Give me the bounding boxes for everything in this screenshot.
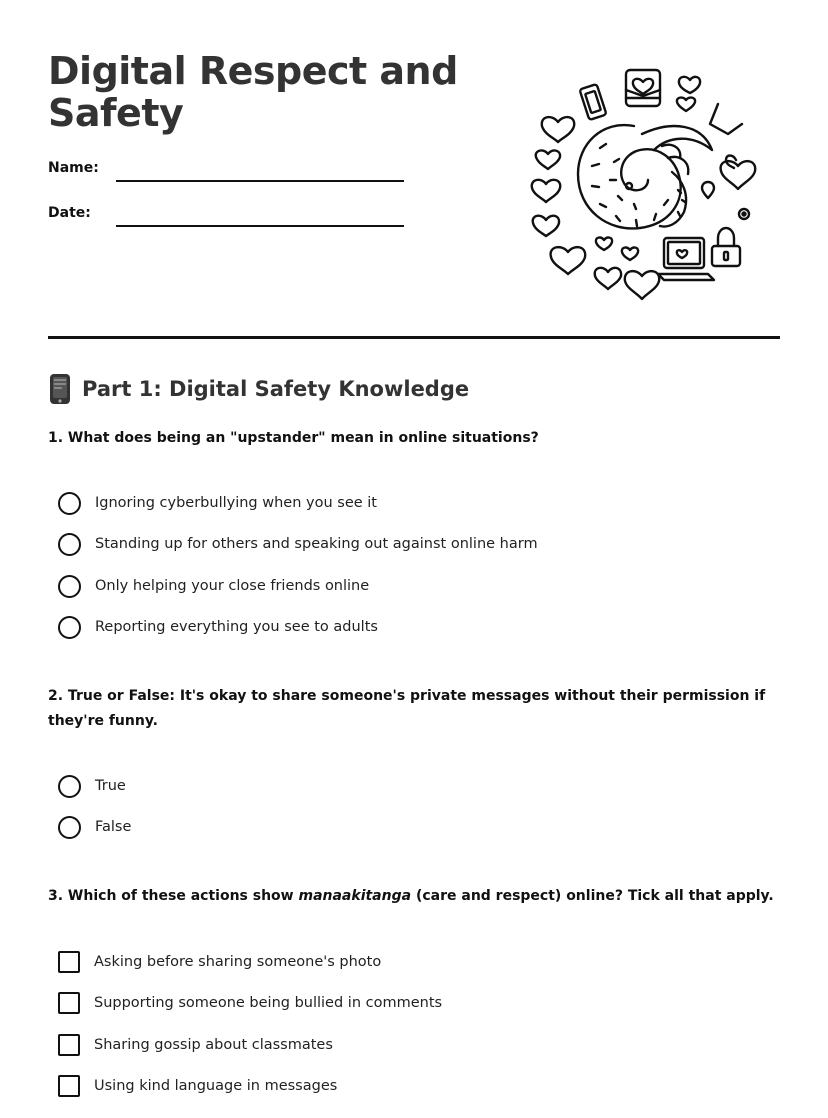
radio-button[interactable]: [58, 775, 81, 798]
date-field[interactable]: [116, 225, 404, 227]
radio-button[interactable]: [58, 533, 81, 556]
option-label: Asking before sharing someone's photo: [94, 954, 382, 970]
q1-option-4[interactable]: [58, 615, 378, 639]
question-3: [48, 884, 778, 909]
q3-option-4[interactable]: [58, 1074, 337, 1098]
option-label: Supporting someone being bullied in comments: [94, 995, 443, 1011]
q3-option-2[interactable]: [58, 991, 442, 1015]
radio-button[interactable]: [58, 616, 81, 639]
option-label: True: [95, 778, 126, 794]
radio-button[interactable]: [58, 816, 81, 839]
section-divider: [48, 336, 780, 339]
checkbox[interactable]: [58, 951, 80, 973]
question-3-text-start: 3. Which of these actions show: [48, 888, 299, 904]
tablet-heart-icon: [626, 70, 660, 106]
device-outline-icon: [710, 104, 742, 134]
option-label: Only helping your close friends online: [95, 578, 370, 594]
q2-option-false[interactable]: [58, 815, 131, 839]
option-label: Standing up for others and speaking out against online harm: [95, 536, 538, 552]
q2-option-true[interactable]: [58, 774, 126, 798]
option-label: Sharing gossip about classmates: [94, 1037, 333, 1053]
radio-button[interactable]: [58, 575, 81, 598]
laptop-icon: [658, 238, 714, 280]
digital-safety-illustration: [522, 62, 762, 308]
question-2: 2. True or False: It's okay to share someone's private messages without their permission if they're funny.: [48, 688, 766, 729]
page-title: Digital Respect and Safety: [48, 49, 458, 135]
part-1-heading-text: Part 1: Digital Safety Knowledge: [82, 377, 470, 401]
option-label: Using kind language in messages: [94, 1078, 338, 1094]
name-label: Name:: [48, 160, 99, 176]
option-label: Reporting everything you see to adults: [95, 619, 378, 635]
q3-option-3[interactable]: [58, 1033, 333, 1057]
question-3-text-end: (care and respect) online? Tick all that apply.: [411, 888, 774, 904]
option-label: False: [95, 819, 132, 835]
question-1: 1. What does being an "upstander" mean in online situations?: [48, 430, 539, 446]
q1-option-3[interactable]: [58, 574, 369, 598]
q3-option-1[interactable]: [58, 950, 381, 974]
checkbox[interactable]: [58, 1034, 80, 1056]
question-3-emphasis: manaakitanga: [298, 888, 412, 904]
name-field[interactable]: [116, 180, 404, 182]
option-label: Ignoring cyberbullying when you see it: [95, 495, 377, 511]
radio-button[interactable]: [58, 492, 81, 515]
checkbox[interactable]: [58, 1075, 80, 1097]
padlock-icon: [712, 228, 740, 266]
koru-swirl-icon: [578, 125, 712, 228]
smartphone-icon: [579, 84, 606, 120]
date-label: Date:: [48, 205, 91, 221]
mobile-phone-icon: [48, 373, 72, 405]
q1-option-2[interactable]: [58, 532, 538, 556]
location-pin-icon: [702, 182, 749, 219]
q1-option-1[interactable]: [58, 491, 377, 515]
checkbox[interactable]: [58, 992, 80, 1014]
part-1-heading: [48, 372, 469, 406]
